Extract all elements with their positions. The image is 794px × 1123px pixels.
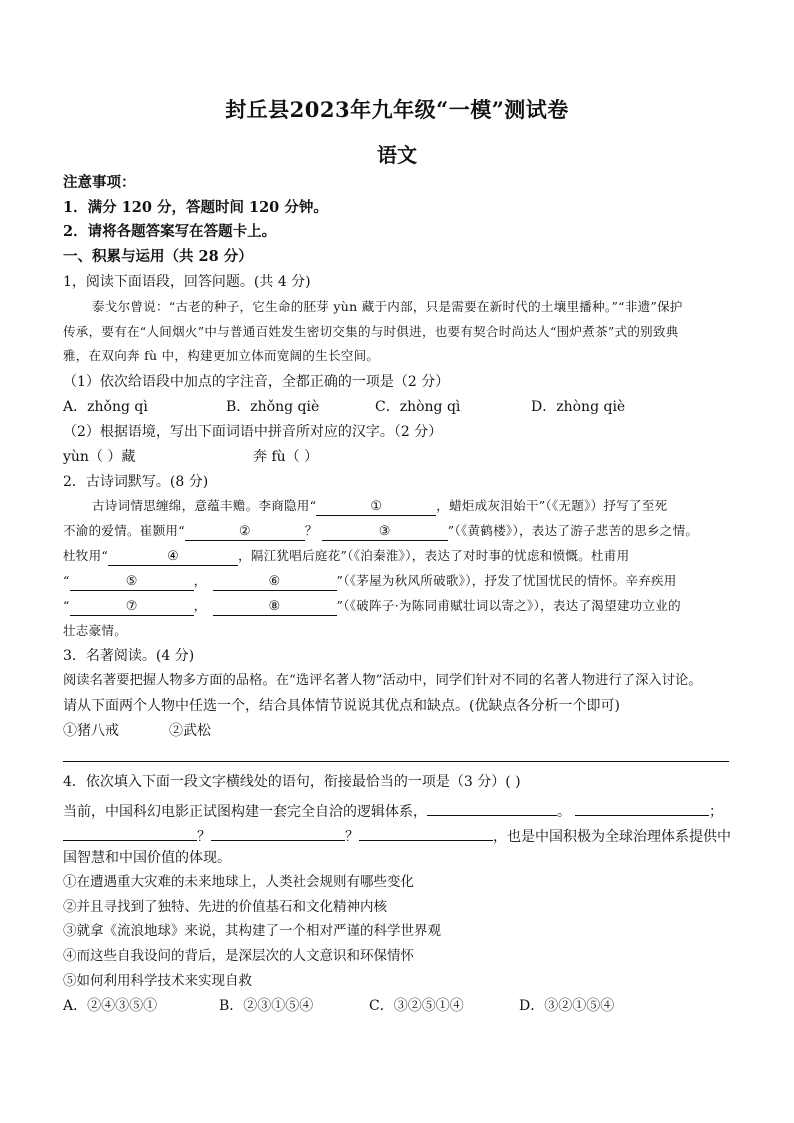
note-item-1: 1．满分 120 分，答题时间 120 分钟。 bbox=[63, 199, 328, 216]
q4-item: ④而这些自我设问的背后，是深层次的人文意识和环保情怀 bbox=[63, 948, 414, 964]
q3-character-1[interactable]: ①猪八戒 bbox=[63, 723, 119, 739]
blank-4[interactable]: ④ bbox=[108, 548, 238, 566]
q4-blank-5[interactable] bbox=[359, 823, 493, 841]
q4-blank-2[interactable] bbox=[575, 798, 709, 816]
q4-blank-4[interactable] bbox=[211, 823, 345, 841]
q1-sub2: （2）根据语境，写出下面词语中拼音所对应的汉字。（2 分） bbox=[63, 424, 443, 440]
subject-title: 语文 bbox=[377, 143, 417, 167]
q4-options bbox=[63, 996, 614, 1016]
q3-stem: 3．名著阅读。(4 分) bbox=[63, 648, 195, 664]
q4-option-b[interactable]: B．②③①⑤④ bbox=[219, 998, 314, 1014]
notes-heading: 注意事项： bbox=[63, 174, 136, 191]
q4-paragraph: 国智慧和中国价值的体现。 bbox=[63, 850, 231, 866]
blank-7[interactable]: ⑦ bbox=[70, 598, 194, 616]
q2-line: “ ⑤ ， ⑥ ”（《茅屋为秋风所破歌》），抒发了忧国忧民的情怀。辛弃疾用 bbox=[63, 573, 677, 589]
q4-option-a[interactable]: A．②④③⑤① bbox=[63, 998, 158, 1014]
q2-line: 壮志豪情。 bbox=[63, 623, 128, 638]
q4-option-c[interactable]: C．③②⑤①④ bbox=[369, 998, 464, 1014]
q1-word-2[interactable]: 奔 fù（ ） bbox=[253, 449, 319, 465]
q1-words bbox=[63, 447, 318, 467]
q1-option-a[interactable]: A．zhǒng qì bbox=[63, 399, 148, 415]
q3-text: 请从下面两个人物中任选一个，结合具体情节说说其优点和缺点。(优缺点各分析一个即可) bbox=[63, 698, 620, 714]
q4-item: ③就拿《流浪地球》来说，其构建了一个相对严谨的科学世界观 bbox=[63, 923, 441, 939]
q3-character-2[interactable]: ②武松 bbox=[169, 723, 211, 739]
q4-paragraph: ？ ？ ，也是中国积极为全球治理体系提供中 bbox=[63, 823, 731, 847]
blank-5[interactable]: ⑤ bbox=[70, 573, 194, 591]
q1-option-d[interactable]: D．zhòng qiè bbox=[531, 399, 626, 415]
exam-title: 封丘县2023年九年级“一模”测试卷 bbox=[225, 97, 569, 122]
q4-blank-1[interactable] bbox=[427, 798, 557, 816]
q2-line: 不渝的爱情。崔颢用“ ② ？ ③ ”（《黄鹤楼》），表达了游子悲苦的思乡之情。 bbox=[63, 523, 699, 539]
q4-blank-3[interactable] bbox=[63, 823, 197, 841]
blank-2[interactable]: ② bbox=[185, 523, 305, 541]
q4-item: ①在遭遇重大灾难的未来地球上，人类社会规则有哪些变化 bbox=[63, 874, 414, 890]
answer-rule[interactable] bbox=[63, 761, 729, 762]
blank-1[interactable]: ① bbox=[316, 498, 436, 516]
section-1-heading: 一、积累与运用（共 28 分） bbox=[63, 248, 253, 265]
q4-option-d[interactable]: D．③②①⑤④ bbox=[519, 998, 615, 1014]
q1-option-c[interactable]: C．zhòng qì bbox=[375, 399, 461, 415]
q1-word-1[interactable]: yùn（ ）藏 bbox=[63, 449, 136, 465]
q4-stem: 4．依次填入下面一段文字横线处的语句，衔接最恰当的一项是（3 分）( ) bbox=[63, 774, 521, 790]
q1-option-b[interactable]: B．zhǒng qiè bbox=[226, 399, 320, 415]
q1-options bbox=[63, 397, 625, 417]
blank-8[interactable]: ⑧ bbox=[213, 598, 337, 616]
q2-line: 杜牧用“ ④ ，隔江犹唱后庭花”（《泊秦淮》），表达了对时事的忧虑和愤慨。杜甫用 bbox=[63, 548, 630, 564]
q4-item: ②并且寻找到了独特、先进的价值基石和文化精神内核 bbox=[63, 899, 387, 915]
q3-characters bbox=[63, 721, 211, 741]
q2-stem: 2．古诗词默写。(8 分) bbox=[63, 474, 209, 490]
q1-passage-line: 传承，要有在“人间烟火”中与普通百姓发生密切交集的与时俱进，也要有契合时尚达人“围炉煮茶”式的别致典 bbox=[63, 324, 679, 339]
q4-item: ⑤如何利用科学技术来实现自救 bbox=[63, 973, 252, 989]
note-item-2: 2．请将各题答案写在答题卡上。 bbox=[63, 223, 277, 240]
q1-passage-line: 雅，在双向奔 fù 中，构建更加立体而宽阔的生长空间。 bbox=[63, 348, 380, 363]
q2-line: 古诗词情思缠绵，意蕴丰赡。李商隐用“ ① ，蜡炬成灰泪始干”（《无题》）抒写了至死 bbox=[92, 498, 668, 514]
q3-text: 阅读名著要把握人物多方面的品格。在“选评名著人物”活动中，同学们针对不同的名著人物进行了深入讨论。 bbox=[63, 673, 702, 688]
blank-6[interactable]: ⑥ bbox=[213, 573, 337, 591]
q4-paragraph: 当前，中国科幻电影正试图构建一套完全自洽的逻辑体系， 。 ； bbox=[63, 798, 723, 822]
q1-stem: 1，阅读下面语段，回答问题。(共 4 分) bbox=[63, 274, 311, 290]
blank-3[interactable]: ③ bbox=[322, 523, 448, 541]
q1-passage-line: 泰戈尔曾说：“古老的种子，它生命的胚芽 yùn 藏于内部，只是需要在新时代的土壤里播种。”“非遗”保护 bbox=[92, 299, 683, 314]
q2-line: “ ⑦ ， ⑧ ”（《破阵子·为陈同甫赋壮词以寄之》），表达了渴望建功立业的 bbox=[63, 598, 681, 614]
q1-sub1: （1）依次给语段中加点的字注音，全都正确的一项是（2 分） bbox=[63, 374, 450, 390]
